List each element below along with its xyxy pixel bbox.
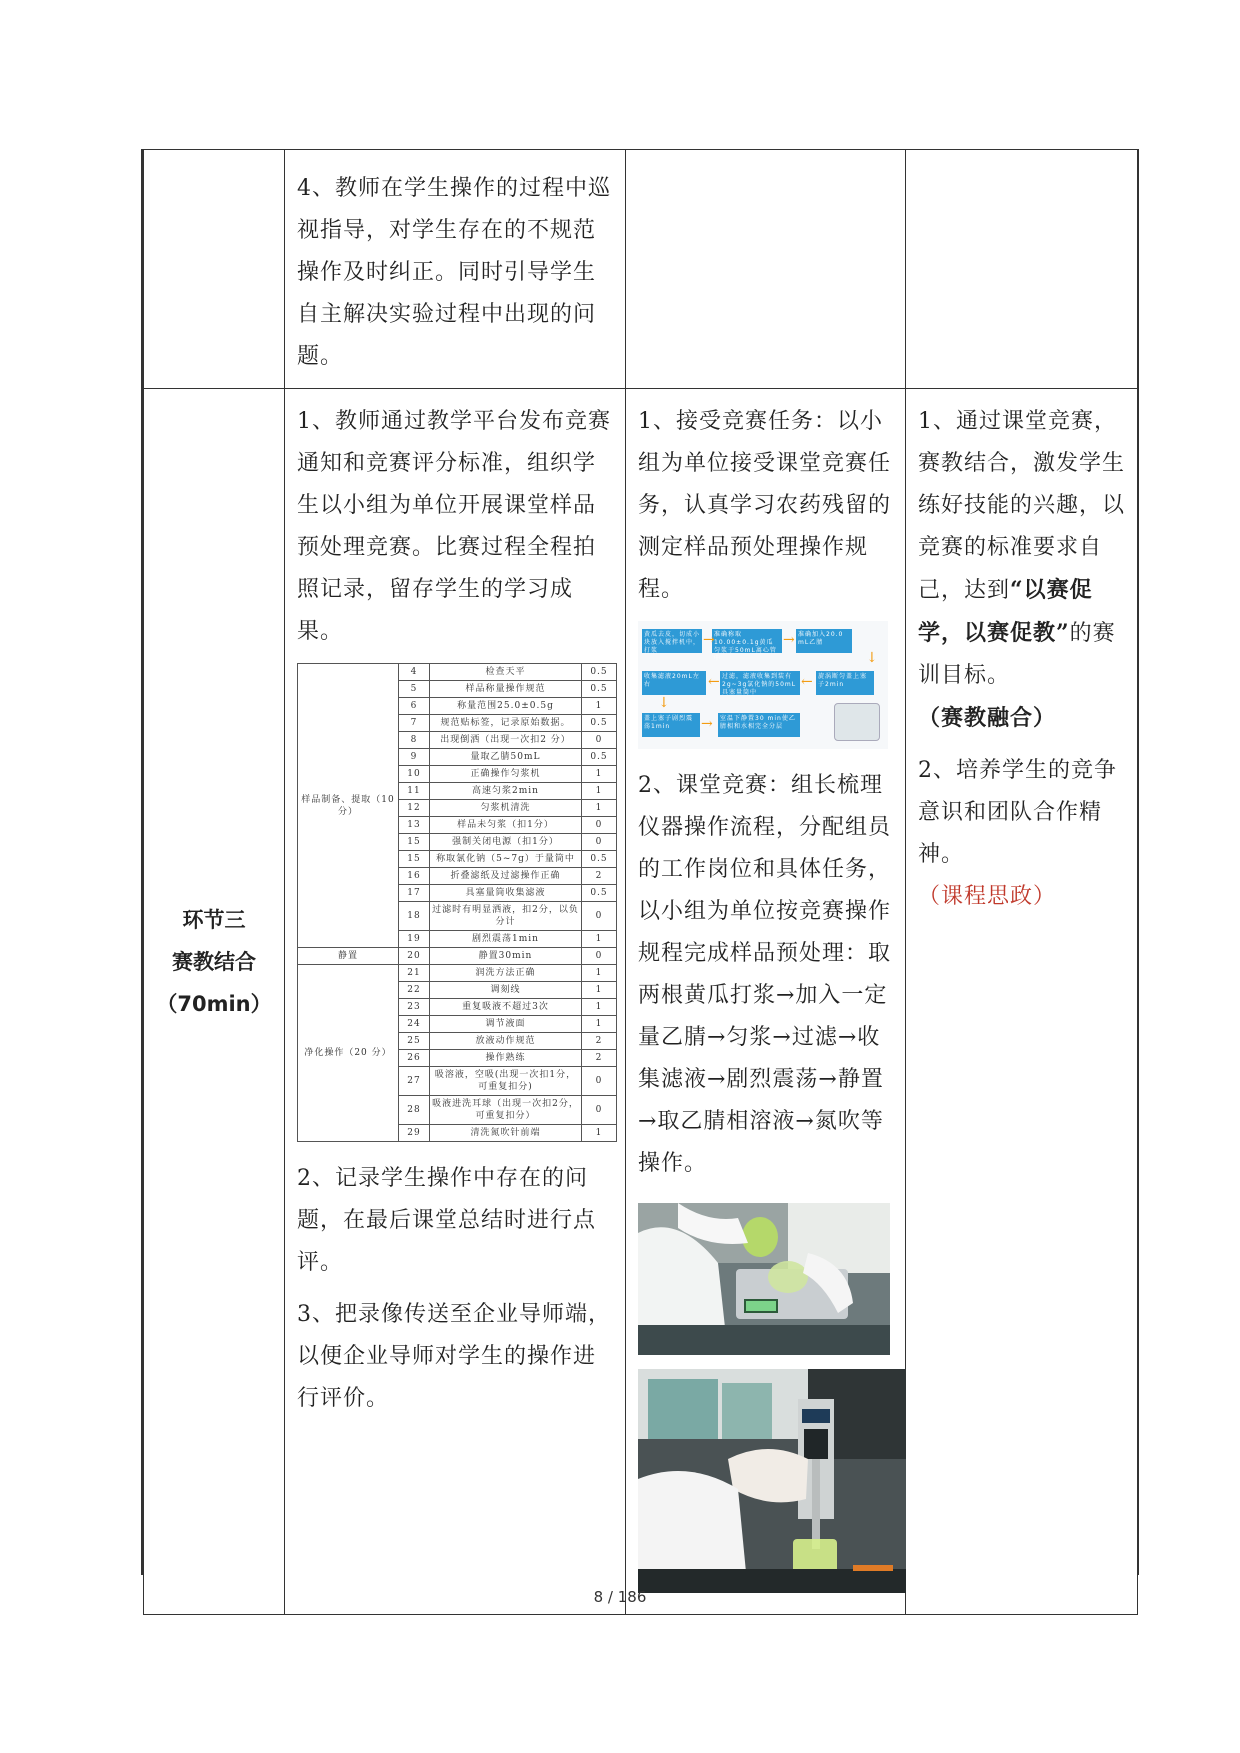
intent-point-1-end: 的赛训目标。 bbox=[918, 621, 1116, 688]
stage-title: 赛教结合 bbox=[172, 949, 256, 974]
flowchart-arrow-icon: ← bbox=[708, 674, 721, 690]
score-item-points: 0.5 bbox=[582, 749, 617, 766]
score-item-points: 0.5 bbox=[582, 664, 617, 681]
score-item-number: 6 bbox=[399, 698, 430, 715]
stage-cell-empty bbox=[144, 150, 285, 389]
score-item-number: 7 bbox=[399, 715, 430, 732]
score-item-points: 0 bbox=[582, 948, 617, 965]
score-item-points: 1 bbox=[582, 800, 617, 817]
score-item-number: 15 bbox=[399, 851, 430, 868]
page-number: 8 / 186 bbox=[593, 1588, 647, 1606]
score-item-number: 17 bbox=[399, 885, 430, 902]
score-item-points: 0 bbox=[582, 902, 617, 931]
intent-tag-competition: （赛教融合） bbox=[918, 705, 1057, 731]
score-item-number: 5 bbox=[399, 681, 430, 698]
score-item-number: 4 bbox=[399, 664, 430, 681]
design-intent-cell bbox=[906, 389, 1138, 1615]
score-item-points: 1 bbox=[582, 1016, 617, 1033]
score-item-description: 量取乙腈50mL bbox=[430, 749, 582, 766]
intent-point-2 bbox=[918, 750, 1127, 918]
flowchart-arrow-icon: → bbox=[783, 632, 796, 648]
score-item-points: 2 bbox=[582, 1050, 617, 1067]
score-item-points: 1 bbox=[582, 965, 617, 982]
score-item-description: 重复吸液不超过3次 bbox=[430, 999, 582, 1016]
score-row bbox=[298, 948, 617, 965]
score-item-points: 0 bbox=[582, 732, 617, 749]
flowchart-step: 收集滤液20mL左右 bbox=[642, 671, 706, 695]
score-item-points: 0 bbox=[582, 1096, 617, 1125]
intent-point-1-text: 1、通过课堂竞赛，赛教结合，激发学生练好技能的兴趣，以竞赛的标准要求自己，达到 bbox=[918, 409, 1126, 603]
score-item-description: 具塞量筒收集滤液 bbox=[430, 885, 582, 902]
score-item-description: 调刻线 bbox=[430, 982, 582, 999]
score-row bbox=[298, 664, 617, 681]
scoring-criteria-image bbox=[297, 663, 617, 1142]
flowchart-arrow-icon: → bbox=[703, 632, 716, 648]
stage-cell bbox=[144, 389, 285, 1615]
homogenizer-machine-icon bbox=[834, 703, 880, 741]
score-item-points: 2 bbox=[582, 868, 617, 885]
flowchart-step: 旋涡断匀盖上塞子2min bbox=[816, 671, 874, 695]
score-item-number: 26 bbox=[399, 1050, 430, 1067]
score-item-description: 放液动作规范 bbox=[430, 1033, 582, 1050]
flowchart-arrow-icon: ↓ bbox=[866, 650, 879, 666]
score-item-number: 8 bbox=[399, 732, 430, 749]
score-item-number: 16 bbox=[399, 868, 430, 885]
score-item-description: 样品未匀浆（扣1分） bbox=[430, 817, 582, 834]
score-row bbox=[298, 965, 617, 982]
score-group-label: 样品制备、提取（10 分） bbox=[298, 664, 399, 948]
score-item-description: 规范贴标签，记录原始数据。 bbox=[430, 715, 582, 732]
score-item-number: 22 bbox=[399, 982, 430, 999]
teacher-activity-cell bbox=[285, 150, 626, 389]
score-item-points: 1 bbox=[582, 783, 617, 800]
lesson-plan-table bbox=[143, 149, 1138, 1615]
flowchart-arrow-icon: ↓ bbox=[658, 695, 671, 711]
score-item-description: 调节液面 bbox=[430, 1016, 582, 1033]
stage-number: 环节三 bbox=[182, 907, 246, 932]
score-item-description: 吸溶液，空吸(出现一次扣1分，可重复扣分) bbox=[430, 1067, 582, 1096]
score-group-label: 净化操作（20 分） bbox=[298, 965, 399, 1142]
homogenizing-photo-image bbox=[638, 1369, 906, 1593]
intent-slogan: “以赛促学，以赛促教” bbox=[918, 577, 1093, 646]
score-item-number: 21 bbox=[399, 965, 430, 982]
score-item-description: 匀浆机清洗 bbox=[430, 800, 582, 817]
score-item-description: 操作熟练 bbox=[430, 1050, 582, 1067]
score-group-label: 静置 bbox=[298, 948, 399, 965]
score-item-description: 检查天平 bbox=[430, 664, 582, 681]
flowchart-step: 黄瓜去皮，切成小块放入搅拌机中，打浆 bbox=[644, 631, 701, 654]
table-row-continued bbox=[144, 150, 1138, 389]
flowchart-arrow-icon: ← bbox=[801, 674, 814, 690]
score-item-points: 0 bbox=[582, 1067, 617, 1096]
flowchart-step: 室温下静置30 min使乙腈相和水相完全分层 bbox=[718, 713, 800, 737]
score-item-points: 0 bbox=[582, 834, 617, 851]
score-item-points: 1 bbox=[582, 931, 617, 948]
flowchart-step: 准确称取10.00±0.1g黄瓜匀浆于50mL离心管中 bbox=[712, 629, 782, 653]
score-item-number: 11 bbox=[399, 783, 430, 800]
score-item-description: 润洗方法正确 bbox=[430, 965, 582, 982]
score-item-number: 27 bbox=[399, 1067, 430, 1096]
teacher-step-1-text: 1、教师通过教学平台发布竞赛通知和竞赛评分标准，组织学生以小组为单位开展课堂样品预处理竞赛。比赛过程全程拍照记录，留存学生的学习成果。 bbox=[297, 409, 611, 644]
teacher-step-3-text: 3、把录像传送至企业导师端，以便企业导师对学生的操作进行评价。 bbox=[297, 1302, 611, 1411]
score-item-number: 15 bbox=[399, 834, 430, 851]
student-activity-cell-empty bbox=[626, 150, 906, 389]
score-item-number: 12 bbox=[399, 800, 430, 817]
flowchart-arrow-icon: → bbox=[701, 716, 714, 732]
score-item-points: 0.5 bbox=[582, 885, 617, 902]
score-item-number: 29 bbox=[399, 1125, 430, 1142]
scoring-criteria-table bbox=[297, 663, 617, 1142]
student-activity-cell bbox=[626, 389, 906, 1615]
score-item-number: 13 bbox=[399, 817, 430, 834]
score-item-description: 过滤时有明显洒液，扣2分，以负分计 bbox=[430, 902, 582, 931]
score-item-points: 1 bbox=[582, 982, 617, 999]
score-item-number: 23 bbox=[399, 999, 430, 1016]
sample-prep-flowchart-image bbox=[638, 621, 888, 749]
score-item-number: 28 bbox=[399, 1096, 430, 1125]
score-item-description: 样品称量操作规范 bbox=[430, 681, 582, 698]
score-item-description: 高速匀浆2min bbox=[430, 783, 582, 800]
score-item-description: 剧烈震荡1min bbox=[430, 931, 582, 948]
score-item-points: 1 bbox=[582, 1125, 617, 1142]
student-step-2-text: 2、课堂竞赛：组长梳理仪器操作流程，分配组员的工作岗位和具体任务，以小组为单位按竞赛操作规程完成样品预处理：取两根黄瓜打浆→加入一定量乙腈→匀浆→过滤→收集滤液→剧烈震荡→静置→取乙腈相溶液→氮吹等操作。 bbox=[638, 773, 892, 1176]
score-item-number: 20 bbox=[399, 948, 430, 965]
flowchart-step: 准确加入20.0 mL乙腈 bbox=[796, 629, 852, 653]
score-item-points: 1 bbox=[582, 698, 617, 715]
intent-tag-ideology: （课程思政） bbox=[918, 884, 1057, 909]
score-item-description: 出现倒洒（出现一次扣2 分） bbox=[430, 732, 582, 749]
score-item-description: 强制关闭电源（扣1分） bbox=[430, 834, 582, 851]
score-item-points: 0.5 bbox=[582, 851, 617, 868]
flowchart-step: 过滤，滤液收集到装有2g~3g氯化钠的50mL具塞量筒中 bbox=[720, 671, 800, 695]
design-intent-cell-empty bbox=[906, 150, 1138, 389]
score-item-number: 25 bbox=[399, 1033, 430, 1050]
score-item-points: 0.5 bbox=[582, 681, 617, 698]
score-item-number: 10 bbox=[399, 766, 430, 783]
teacher-step-2-text: 2、记录学生操作中存在的问题，在最后课堂总结时进行点评。 bbox=[297, 1166, 597, 1275]
score-item-description: 清洗氮吹针前端 bbox=[430, 1125, 582, 1142]
score-item-points: 0 bbox=[582, 817, 617, 834]
score-item-points: 2 bbox=[582, 1033, 617, 1050]
score-item-points: 1 bbox=[582, 766, 617, 783]
score-item-description: 称量范围25.0±0.5g bbox=[430, 698, 582, 715]
table-row-stage-3 bbox=[144, 389, 1138, 1615]
score-item-number: 19 bbox=[399, 931, 430, 948]
stage-duration: （70min） bbox=[156, 991, 272, 1016]
homogenizing-photo bbox=[638, 1369, 906, 1593]
teacher-step-4-text: 4、教师在学生操作的过程中巡视指导，对学生存在的不规范操作及时纠正。同时引导学生自主解决实验过程中出现的问题。 bbox=[297, 176, 611, 369]
intent-point-2-text: 2、培养学生的竞争意识和团队合作精神。 bbox=[918, 758, 1117, 867]
teacher-activity-cell bbox=[285, 389, 626, 1615]
flowchart-step: 盖上塞子剧烈震荡1min bbox=[642, 713, 700, 737]
score-item-description: 吸液进洗耳球（出现一次扣2分，可重复扣分） bbox=[430, 1096, 582, 1125]
weighing-photo bbox=[638, 1203, 890, 1355]
score-item-number: 24 bbox=[399, 1016, 430, 1033]
score-item-number: 18 bbox=[399, 902, 430, 931]
score-item-number: 9 bbox=[399, 749, 430, 766]
score-item-description: 折叠滤纸及过滤操作正确 bbox=[430, 868, 582, 885]
score-item-points: 1 bbox=[582, 999, 617, 1016]
score-item-points: 0.5 bbox=[582, 715, 617, 732]
score-item-description: 正确操作匀浆机 bbox=[430, 766, 582, 783]
student-step-1-text: 1、接受竞赛任务：以小组为单位接受课堂竞赛任务，认真学习农药残留的测定样品预处理操作规程。 bbox=[638, 409, 892, 602]
intent-point-1 bbox=[918, 401, 1127, 740]
weighing-photo-image bbox=[638, 1203, 890, 1355]
score-item-description: 称取氯化钠（5~7g）于量筒中 bbox=[430, 851, 582, 868]
score-item-description: 静置30min bbox=[430, 948, 582, 965]
